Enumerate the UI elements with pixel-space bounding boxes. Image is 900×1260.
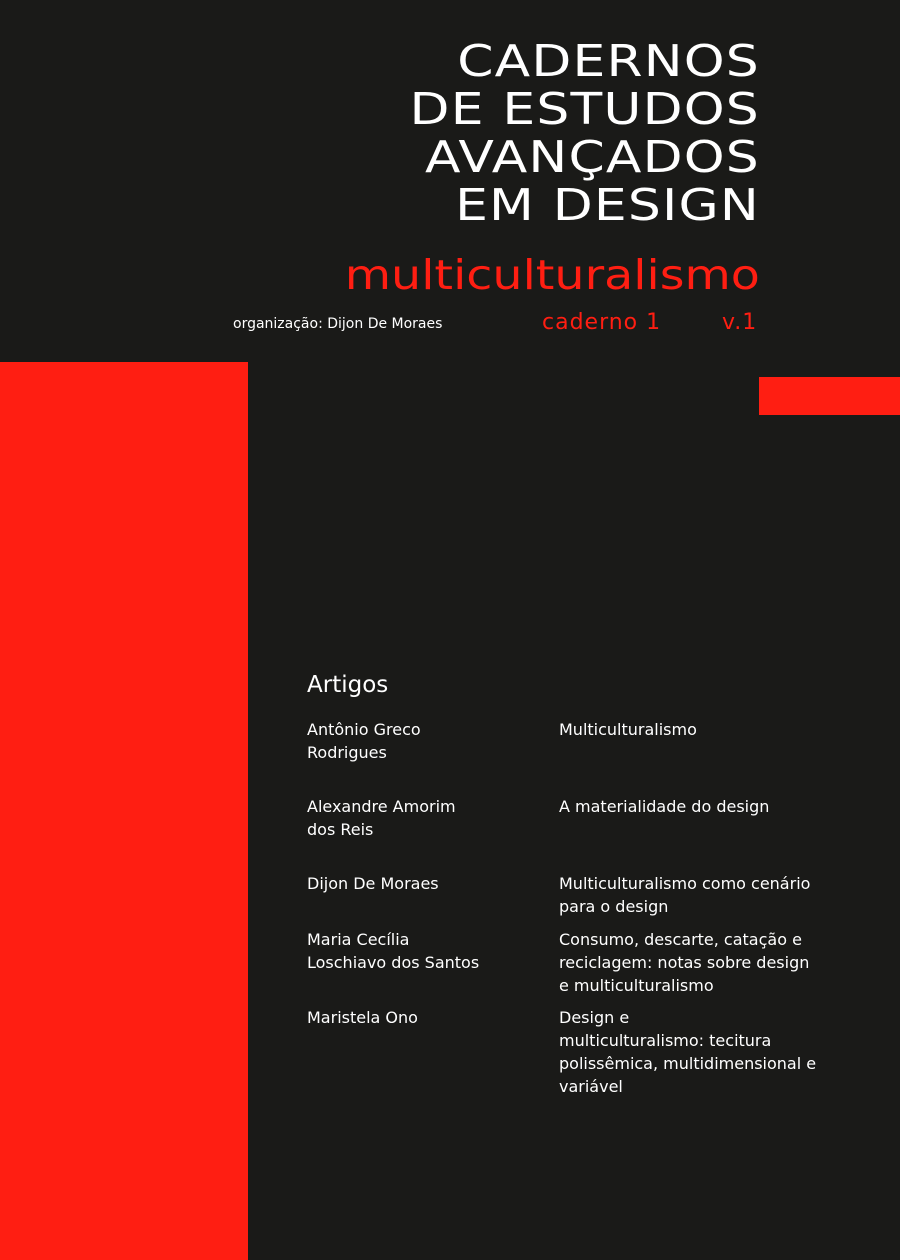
title-line-1: CADERNOS <box>457 36 760 87</box>
article-author: Alexandre Amorim dos Reis <box>307 797 456 839</box>
article-row <box>307 718 877 795</box>
article-author: Antônio Greco Rodrigues <box>307 720 421 762</box>
cover-subtitle: multiculturalismo <box>344 251 760 299</box>
title-line-3: AVANÇADOS <box>425 132 760 183</box>
article-row <box>307 1006 877 1106</box>
title-line-4: EM DESIGN <box>455 180 760 231</box>
articles-heading: Artigos <box>307 672 389 698</box>
red-vertical-bar <box>0 362 248 1260</box>
article-author: Maristela Ono <box>307 1008 418 1027</box>
red-accent-bar <box>759 377 900 415</box>
cover-title <box>409 36 760 231</box>
organizer-credit: organização: Dijon De Moraes <box>233 316 443 332</box>
articles-list <box>307 718 877 1106</box>
article-title: Multiculturalismo como cenário para o design <box>559 874 811 916</box>
article-row <box>307 872 877 928</box>
article-title: Multiculturalismo <box>559 720 697 739</box>
issue-label: caderno 1 <box>542 310 662 335</box>
article-title: A materialidade do design <box>559 797 770 816</box>
title-line-2: DE ESTUDOS <box>409 84 760 135</box>
article-row <box>307 795 877 872</box>
article-title: Consumo, descarte, catação e reciclagem: notas sobre design e multiculturalismo <box>559 930 810 995</box>
article-title: Design e multiculturalismo: tecitura polissêmica, multidimensional e variável <box>559 1008 817 1096</box>
article-author: Maria Cecília Loschiavo dos Santos <box>307 930 480 972</box>
article-author: Dijon De Moraes <box>307 874 439 893</box>
article-row <box>307 928 877 1006</box>
volume-label: v.1 <box>722 310 758 335</box>
